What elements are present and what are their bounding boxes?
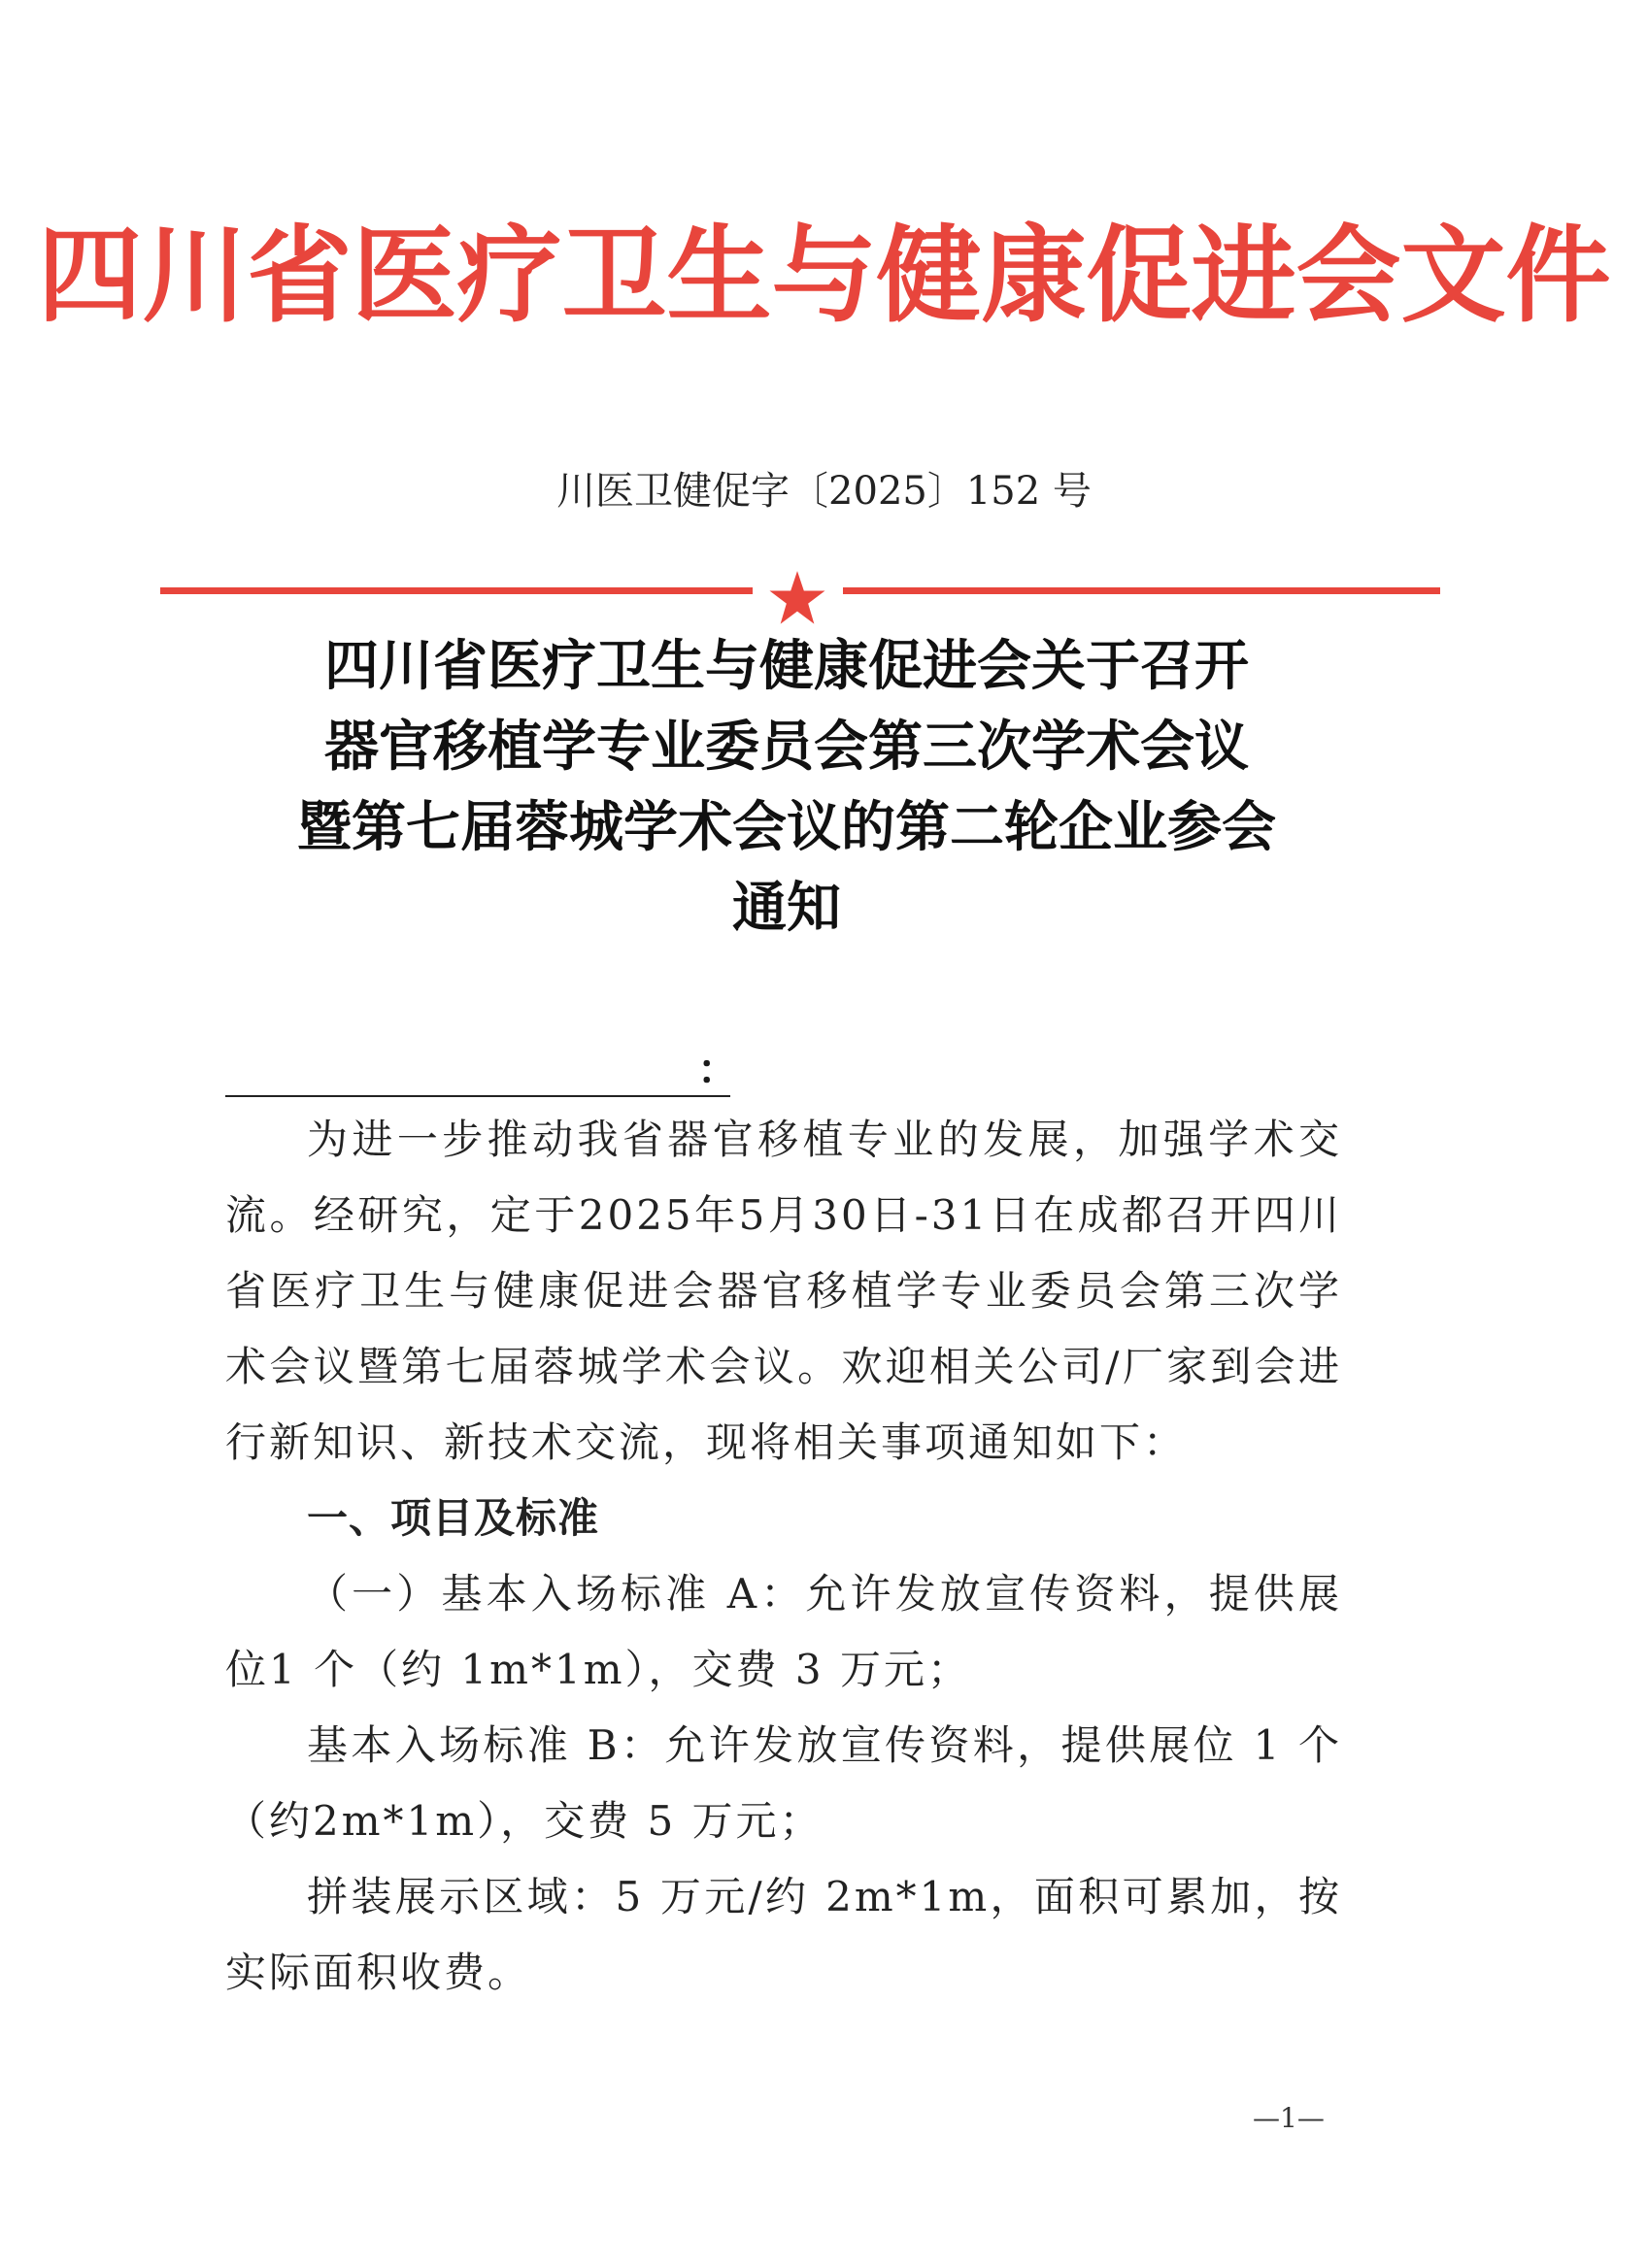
addressee-blank-line — [225, 1039, 730, 1097]
title-line-1: 四川省医疗卫生与健康促进会关于召开 — [324, 635, 1249, 698]
notice-body — [225, 1102, 1342, 2011]
addressee-colon: ： — [697, 1046, 739, 1093]
assembly-area-paragraph: 拼装展示区域：5 万元/约 2m*1m，面积可累加，按实际面积收费。 — [225, 1873, 1342, 1996]
notice-title — [146, 626, 1428, 949]
title-line-3: 暨第七届蓉城学术会议的第二轮企业参会 — [297, 796, 1276, 859]
intro-paragraph: 为进一步推动我省器官移植专业的发展，加强学术交流。经研究，定于2025年5月30日-31日在成都召开四川省医疗卫生与健康促进会器官移植学专业委员会第三次学术会议暨第七届蓉城学术会议。欢迎相关公司/厂家到会进行新知识、新技术交流，现将相关事项通知如下： — [225, 1116, 1342, 1466]
masthead-title: 四川省医疗卫生与健康促进会文件 — [37, 216, 1611, 337]
title-line-2: 器官移植学专业委员会第三次学术会议 — [324, 716, 1249, 779]
standard-a-paragraph: （一）基本入场标准 A：允许发放宣传资料，提供展位1 个（约 1m*1m），交费 3 万元； — [225, 1570, 1342, 1693]
red-divider-right — [843, 587, 1440, 594]
section-heading-items: 一、项目及标准 — [307, 1494, 600, 1542]
standard-b-paragraph: 基本入场标准 B：允许发放宣传资料，提供展位 1 个（约2m*1m），交费 5 万元； — [225, 1721, 1342, 1845]
red-star-icon — [767, 568, 827, 628]
document-number: 川医卫健促字〔2025〕152 号 — [556, 469, 1092, 514]
title-line-4: 通知 — [732, 877, 841, 940]
red-divider-left — [160, 587, 753, 594]
page-number: —1— — [1253, 2102, 1325, 2134]
